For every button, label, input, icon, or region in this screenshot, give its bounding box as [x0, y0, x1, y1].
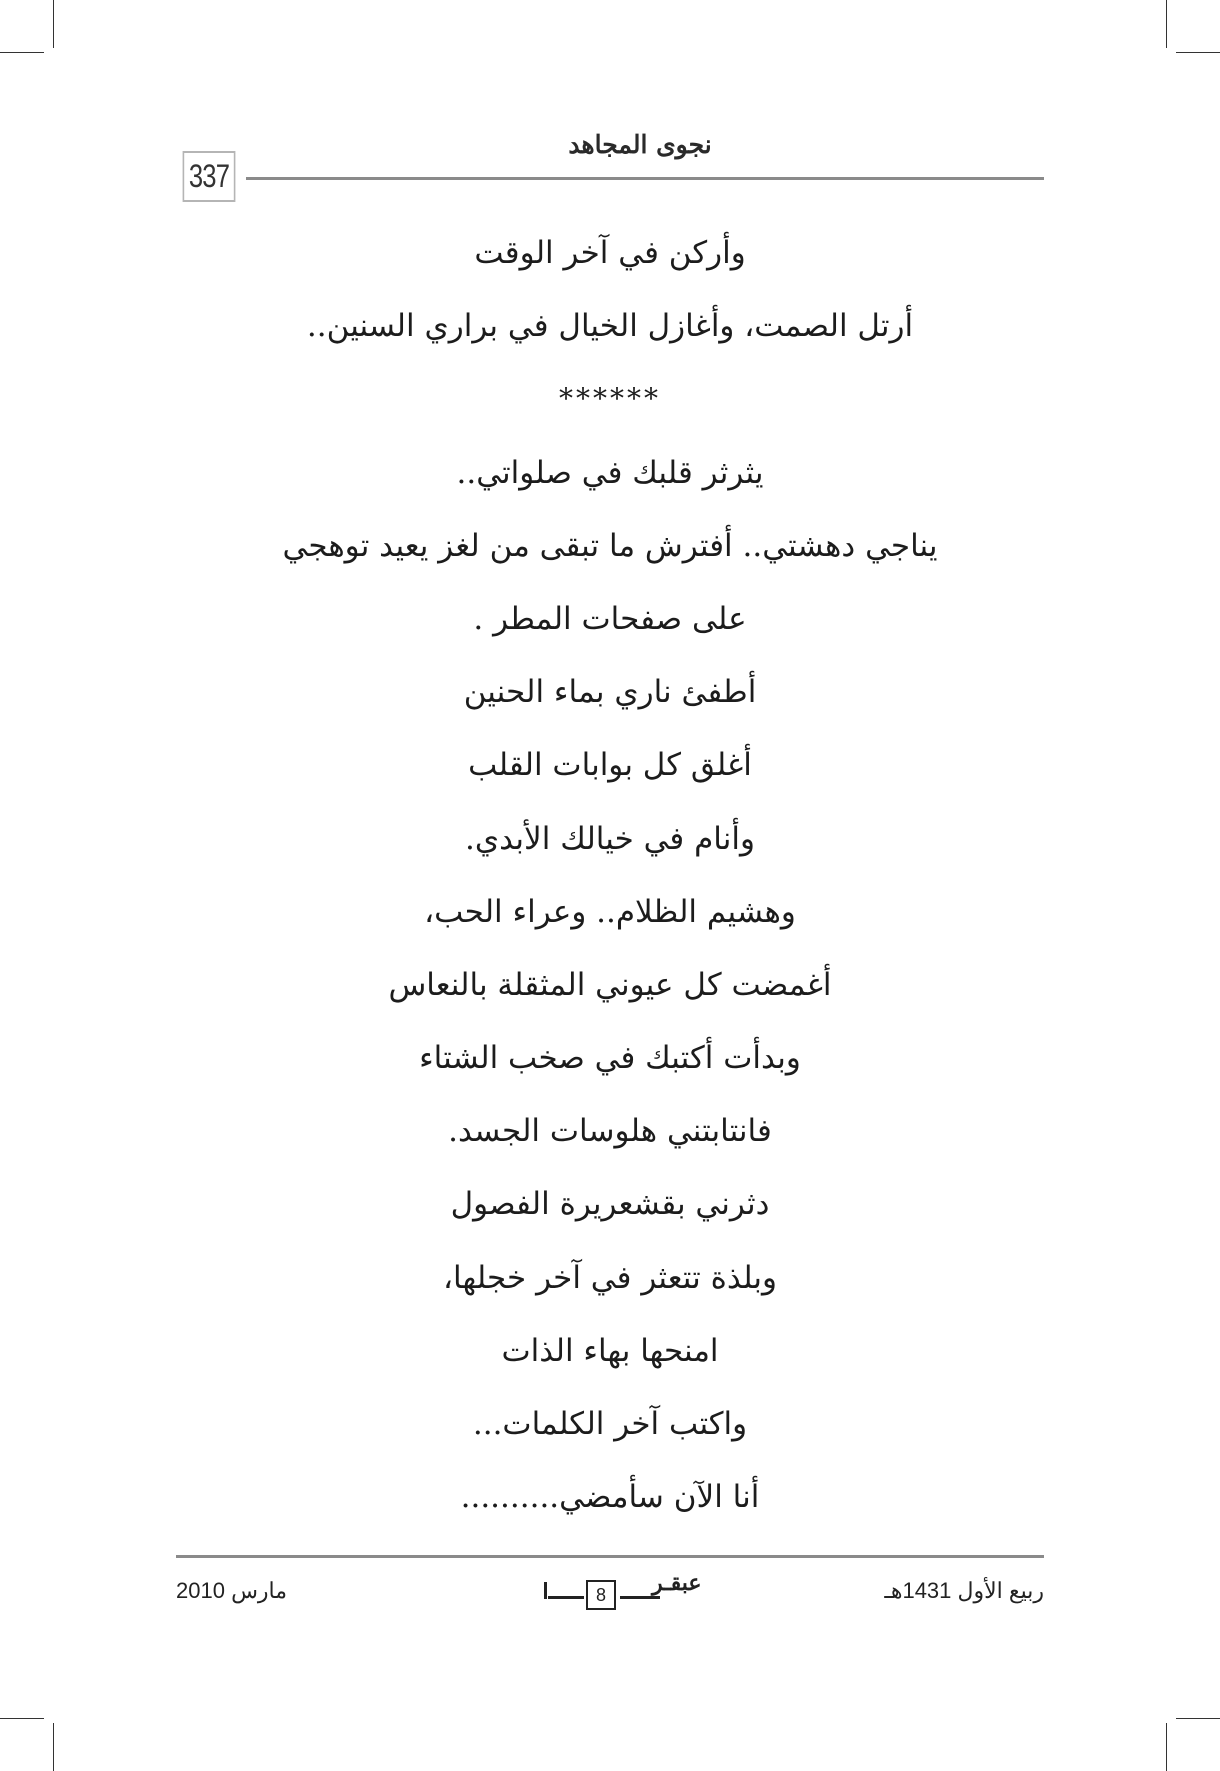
- footer-issue-mark: [540, 1570, 700, 1610]
- poem-line: أنا الآن سأمضي..........: [460, 1479, 760, 1516]
- crop-mark: [1166, 1723, 1167, 1771]
- poem-line: وبدأت أكتبك في صخب الشتاء: [419, 1040, 801, 1077]
- poem-line: وأنام في خيالك الأبدي.: [465, 820, 755, 857]
- poem-line: يناجي دهشتي.. أفترش ما تبقى من لغز يعيد توهجي: [282, 527, 938, 564]
- poem-line: وبلذة تتعثر في آخر خجلها،: [443, 1259, 777, 1296]
- crop-mark: [0, 1718, 44, 1719]
- issue-number: 8: [586, 1580, 616, 1610]
- footer-rule: [176, 1555, 1044, 1558]
- poem-line: يثرثر قلبك في صلواتي..: [456, 454, 764, 491]
- crop-mark: [1166, 0, 1167, 48]
- poem-line: فانتابتني هلوسات الجسد.: [448, 1113, 772, 1150]
- page-number: 337: [183, 151, 236, 202]
- crop-mark: [1176, 1718, 1220, 1719]
- crop-mark: [1176, 52, 1220, 53]
- magazine-logo: عبقـر: [652, 1570, 702, 1596]
- poem-line: امنحها بهاء الذات: [501, 1332, 719, 1369]
- crop-mark: [0, 52, 44, 53]
- running-title: نجوى المجاهد: [568, 130, 712, 159]
- footer-mark-bar: [620, 1596, 660, 1599]
- crop-mark: [53, 1723, 54, 1771]
- poem-line: وهشيم الظلام.. وعراء الحب،: [424, 893, 796, 930]
- poem-line: على صفحات المطر .: [473, 600, 747, 637]
- poem-line: واكتب آخر الكلمات...: [472, 1406, 748, 1442]
- poem-body: [200, 225, 1020, 1542]
- crop-mark: [53, 0, 54, 48]
- section-separator: ******: [559, 382, 661, 416]
- poem-line: أرتل الصمت، وأغازل الخيال في براري السنين..: [306, 308, 914, 345]
- poem-line: أطفئ ناري بماء الحنين: [463, 674, 757, 711]
- header-rule: [246, 177, 1044, 180]
- footer-mark-cap: [544, 1582, 547, 1599]
- poem-line: أغمضت كل عيوني المثقلة بالنعاس: [388, 966, 832, 1003]
- poem-line: وأركن في آخر الوقت: [474, 235, 746, 271]
- footer-date-gregorian: مارس 2010: [176, 1578, 288, 1603]
- poem-line: أغلق كل بوابات القلب: [468, 747, 752, 784]
- poem-line: دثرني بقشعريرة الفصول: [450, 1186, 770, 1223]
- footer-date-hijri: ربيع الأول 1431هـ: [884, 1578, 1044, 1603]
- footer-mark-bar: [548, 1596, 584, 1599]
